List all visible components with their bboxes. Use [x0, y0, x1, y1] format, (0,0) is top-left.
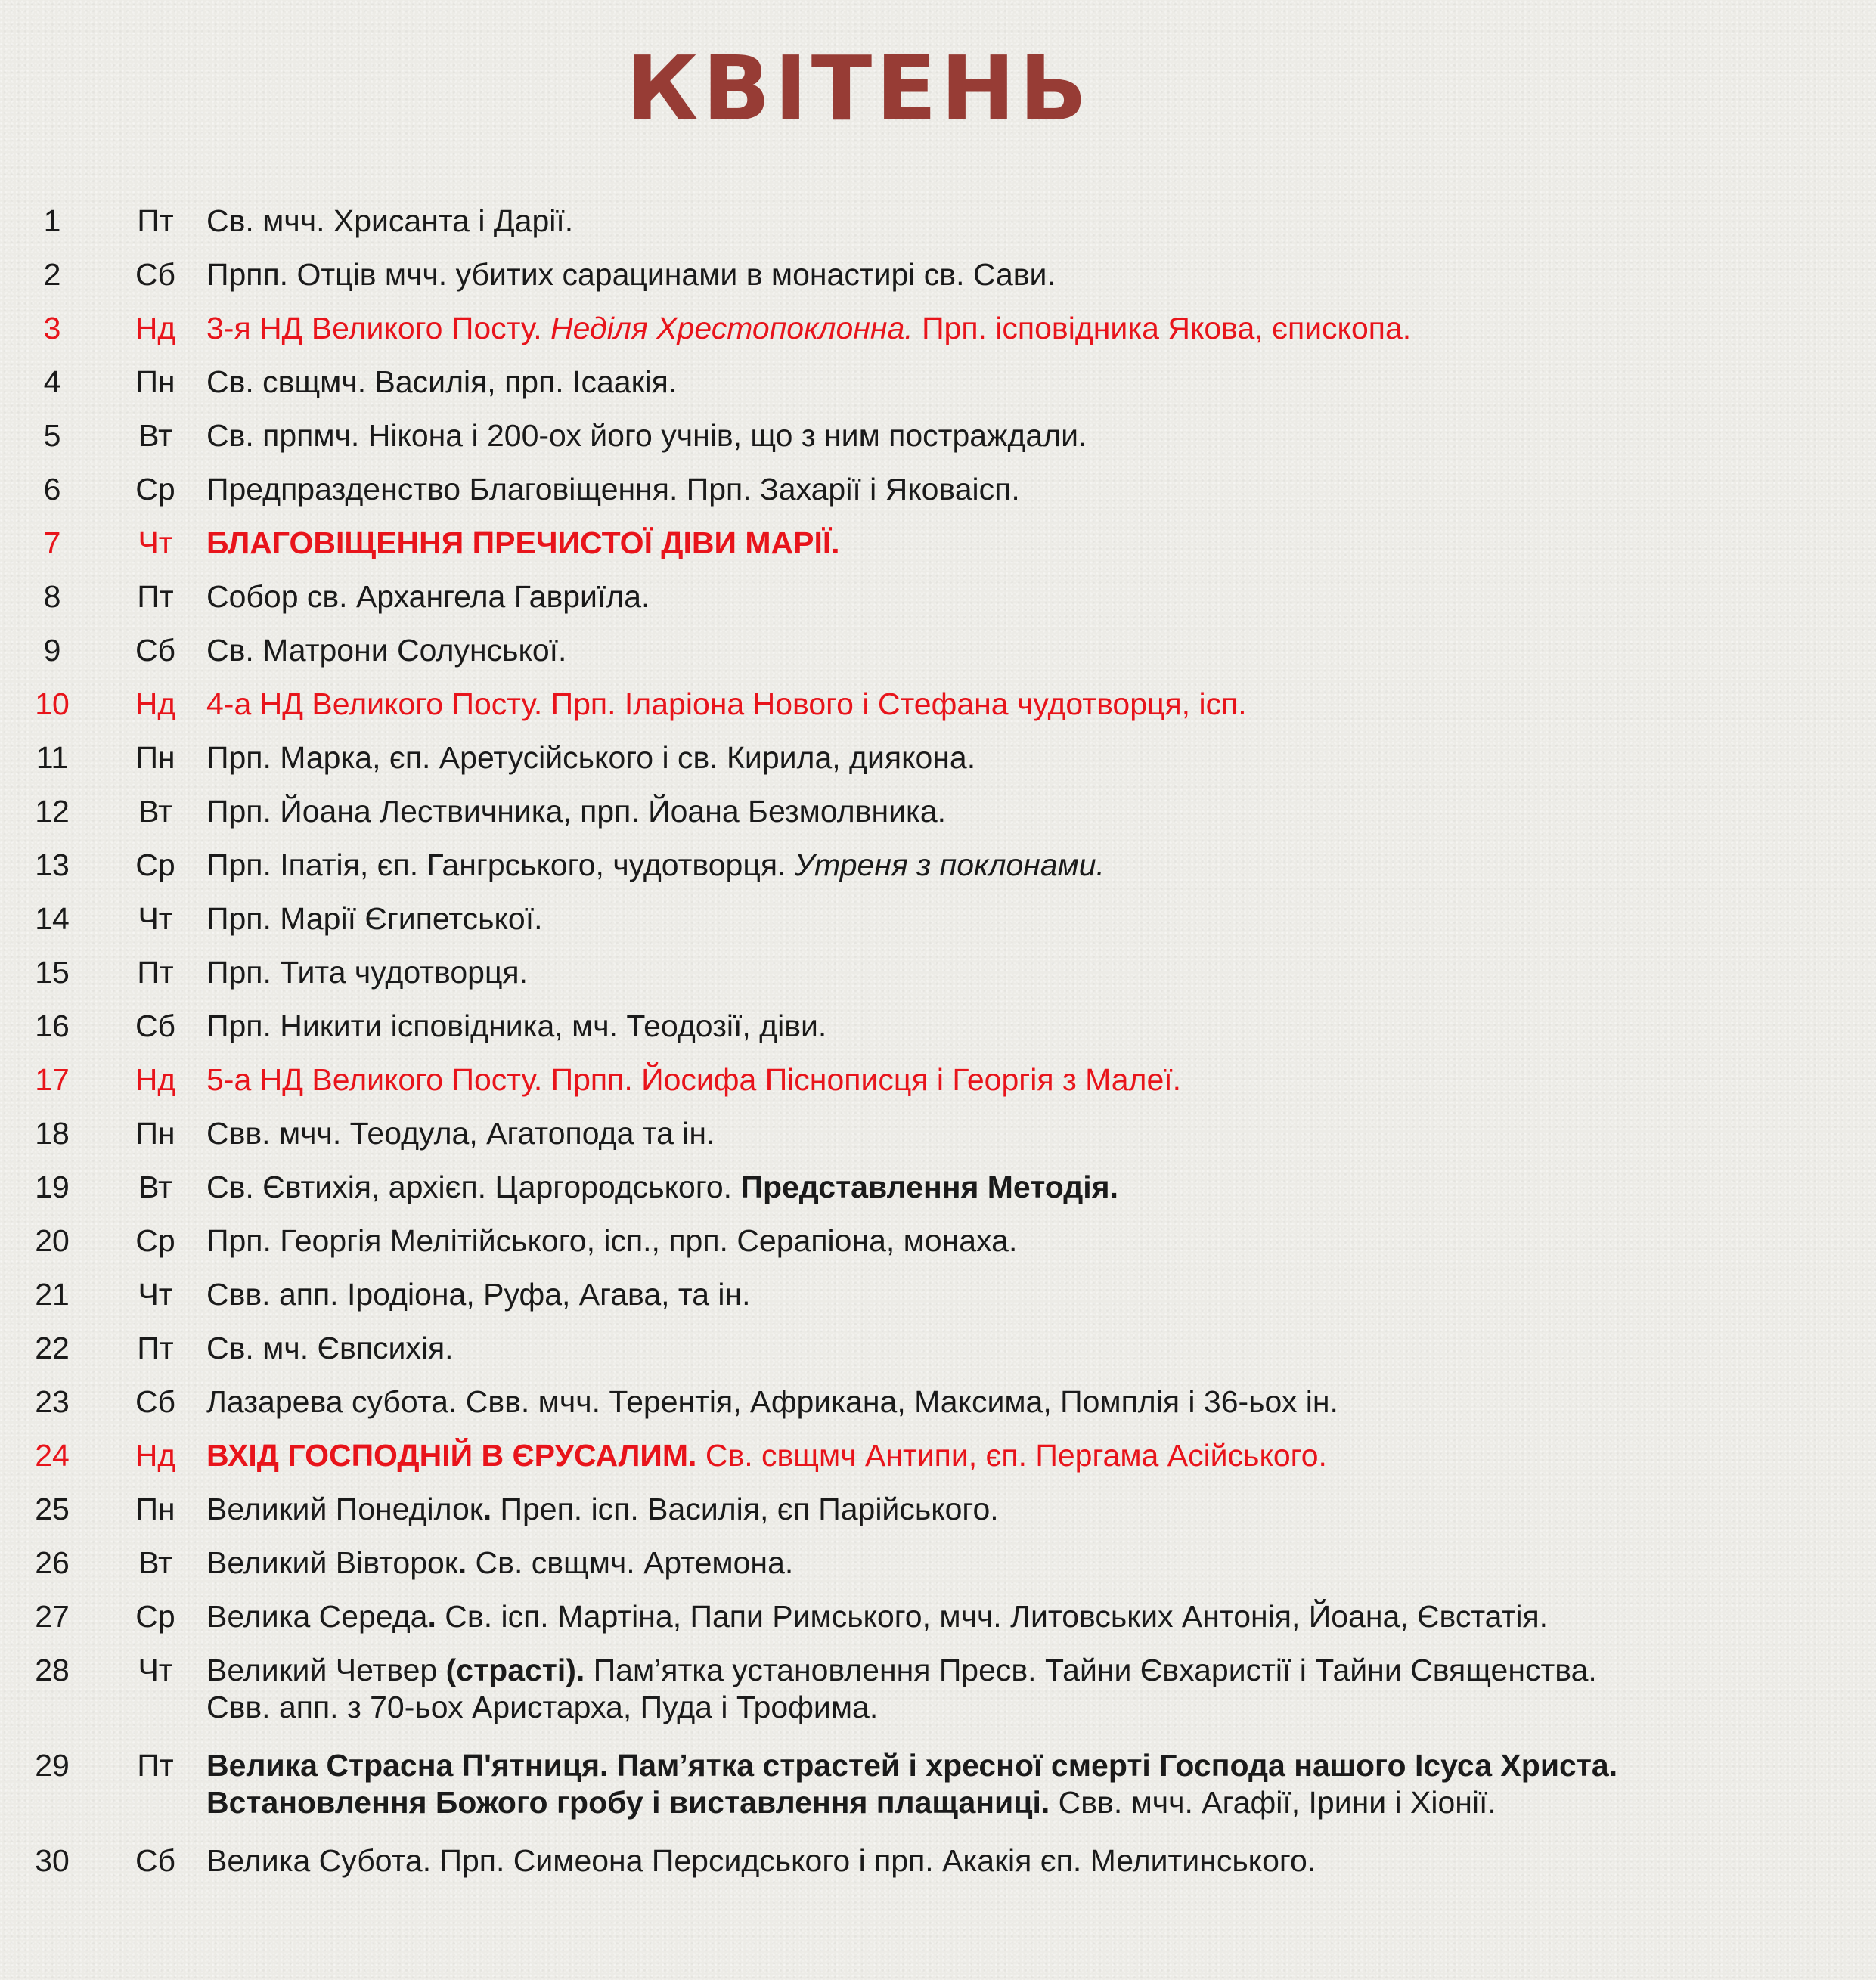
day-number: 16 [35, 1009, 70, 1043]
day-of-week: Пт [137, 579, 174, 614]
day-of-week: Сб [135, 257, 176, 292]
calendar-row [0, 1384, 1876, 1437]
feast-description [206, 1437, 1876, 1474]
feast-text-segment: Св. прпмч. Нікона і 200-ох його учнів, що з ним постраждали. [206, 418, 1087, 453]
feast-text-segment: Неділя Хрестопоклонна. [550, 311, 913, 345]
calendar-row [0, 256, 1876, 310]
feast-description [206, 1491, 1876, 1528]
feast-description [206, 578, 1876, 615]
calendar-row [0, 1652, 1876, 1747]
feast-description [206, 900, 1876, 937]
day-of-week: Сб [135, 633, 176, 668]
calendar-row [0, 1747, 1876, 1842]
feast-text-segment: Св. свщмч Антипи, єп. Пергама Асійського. [696, 1438, 1327, 1473]
feast-text-segment: Утреня з поклонами. [794, 847, 1105, 882]
day-number: 5 [43, 418, 61, 453]
feast-text-segment: Прп. Марка, єп. Аретусійського і св. Кирила, диякона. [206, 740, 976, 775]
calendar-row [0, 1061, 1876, 1115]
day-number: 14 [35, 901, 70, 936]
calendar-row [0, 1491, 1876, 1545]
day-of-week: Ср [135, 847, 175, 882]
day-of-week: Чт [138, 901, 173, 936]
day-number: 20 [35, 1223, 70, 1258]
feast-text-segment: Предпразденство Благовіщення. Прп. Захарії і Яковаісп. [206, 472, 1020, 507]
feast-description [206, 1115, 1876, 1152]
feast-description [206, 954, 1876, 991]
feast-text-segment: Велика Субота. Прп. Симеона Персидського і прп. Акакія єп. Мелитинського. [206, 1843, 1316, 1878]
feast-description [206, 793, 1876, 830]
day-number: 7 [43, 525, 61, 560]
feast-text-segment: Великий Понеділок [206, 1492, 483, 1526]
day-of-week: Пт [137, 203, 174, 238]
calendar-row [0, 1222, 1876, 1276]
day-number: 15 [35, 955, 70, 990]
day-number: 13 [35, 847, 70, 882]
feast-description [206, 1222, 1876, 1260]
day-number: 6 [43, 472, 61, 507]
feast-text-segment: Св. свщмч. Артемона. [467, 1545, 794, 1580]
feast-description [206, 417, 1876, 454]
feast-text-segment: Св. Євтихія, архієп. Царгородського. [206, 1170, 741, 1204]
feast-text-segment: Прп. Йоана Лествичника, прп. Йоана Безмолвника. [206, 794, 947, 829]
feast-text-segment: Прпп. Отців мчч. убитих сарацинами в монастирі св. Сави. [206, 257, 1056, 292]
feast-description [206, 256, 1876, 293]
day-of-week: Ср [135, 1223, 175, 1258]
feast-description [206, 1652, 1876, 1726]
day-number: 27 [35, 1599, 70, 1634]
calendar-row [0, 471, 1876, 525]
feast-text-segment: Лазарева субота. Свв. мчч. Терентія, Африкана, Максима, Помплія і 36-ьох ін. [206, 1384, 1338, 1419]
calendar-row [0, 525, 1876, 578]
feast-text-segment: Прп. Іпатія, єп. Гангрського, чудотворця. [206, 847, 795, 882]
calendar-row [0, 1169, 1876, 1222]
calendar-row [0, 203, 1876, 256]
day-number: 21 [35, 1277, 70, 1312]
day-of-week: Пн [135, 1116, 175, 1151]
feast-text-segment: Встановлення Божого гробу і виставлення плащаниці. [206, 1785, 1050, 1820]
day-of-week: Пт [137, 1331, 174, 1365]
feast-text-segment: Прп. ісповідника Якова, єпископа. [913, 311, 1412, 345]
day-of-week: Пн [135, 1492, 175, 1526]
feast-description [206, 310, 1876, 347]
feast-text-segment: Представлення Методія. [740, 1170, 1118, 1204]
day-of-week: Чт [138, 525, 173, 560]
feast-text-segment: Прп. Марії Єгипетської. [206, 901, 543, 936]
day-of-week: Пн [135, 364, 175, 399]
feast-description [206, 739, 1876, 776]
calendar-row [0, 847, 1876, 900]
calendar-row [0, 1545, 1876, 1598]
calendar-row [0, 1437, 1876, 1491]
day-number: 28 [35, 1653, 70, 1687]
day-of-week: Вт [138, 1545, 172, 1580]
feast-text-segment: Пам’ятка установлення Пресв. Тайни Євхаристії і Тайни Священства. [585, 1653, 1597, 1687]
feast-text-segment: 5-а НД Великого Посту. Прпп. Йосифа Піснописця і Георгія з Малеї. [206, 1062, 1182, 1097]
day-of-week: Нд [135, 1438, 176, 1473]
day-of-week: Пт [137, 955, 174, 990]
calendar-row [0, 1842, 1876, 1896]
feast-text-segment: Свв. апп. Іродіона, Руфа, Агава, та ін. [206, 1277, 751, 1312]
feast-text-segment: Прп. Никити ісповідника, мч. Теодозії, діви. [206, 1009, 827, 1043]
feast-description [206, 1330, 1876, 1367]
calendar-row [0, 1008, 1876, 1061]
day-number: 26 [35, 1545, 70, 1580]
feast-text-segment: Велика Страсна П'ятниця. Пам’ятка страстей і хресної смерті Господа нашого Ісуса Христа. [206, 1748, 1618, 1783]
calendar-row [0, 578, 1876, 632]
feast-description [206, 1061, 1876, 1098]
day-number: 11 [36, 740, 69, 775]
feast-text-segment: Великий Четвер [206, 1653, 446, 1687]
feast-text-segment: Св. мчч. Хрисанта і Дарії. [206, 203, 574, 238]
calendar-row [0, 1598, 1876, 1652]
feast-text-segment: 3-я НД Великого Посту. [206, 311, 551, 345]
feast-text-segment: БЛАГОВІЩЕННЯ ПРЕЧИСТОЇ ДІВИ МАРІЇ. [206, 525, 840, 560]
feast-description [206, 1598, 1876, 1635]
feast-description [206, 203, 1876, 240]
day-of-week: Ср [135, 472, 175, 507]
feast-description [206, 1169, 1876, 1206]
calendar-row [0, 793, 1876, 847]
feast-description [206, 1842, 1876, 1879]
calendar-row [0, 310, 1876, 364]
feast-text-segment: Свв. апп. з 70-ьох Аристарха, Пуда і Трофима. [206, 1690, 879, 1724]
feast-description [206, 471, 1876, 508]
day-of-week: Вт [138, 1170, 172, 1204]
feast-text-segment: Св. свщмч. Василія, прп. Ісаакія. [206, 364, 678, 399]
feast-text-segment: Великий Вівторок [206, 1545, 458, 1580]
calendar-row [0, 900, 1876, 954]
day-of-week: Пн [135, 740, 175, 775]
feast-text-segment: Свв. мчч. Агафії, Ірини і Хіонії. [1050, 1785, 1496, 1820]
day-of-week: Сб [135, 1384, 176, 1419]
calendar-row [0, 417, 1876, 471]
feast-description [206, 525, 1876, 562]
calendar-row [0, 364, 1876, 417]
feast-text-segment: . [482, 1492, 492, 1526]
calendar-row [0, 632, 1876, 686]
day-number: 25 [35, 1492, 70, 1526]
feast-description [206, 1747, 1876, 1821]
day-number: 22 [35, 1331, 70, 1365]
feast-description [206, 364, 1876, 401]
day-number: 1 [43, 203, 61, 238]
day-number: 30 [35, 1843, 70, 1878]
feast-text-segment: Св. ісп. Мартіна, Папи Римського, мчч. Литовських Антонія, Йоана, Євстатія. [436, 1599, 1549, 1634]
day-number: 2 [43, 257, 61, 292]
day-number: 4 [43, 364, 61, 399]
feast-text-segment: Св. Матрони Солунської. [206, 633, 567, 668]
calendar-row [0, 1115, 1876, 1169]
day-of-week: Нд [135, 311, 176, 345]
day-of-week: Нд [135, 686, 176, 721]
feast-text-segment: 4-а НД Великого Посту. Прп. Іларіона Нового і Стефана чудотворця, ісп. [206, 686, 1247, 721]
day-number: 10 [35, 686, 70, 721]
day-of-week: Нд [135, 1062, 176, 1097]
feast-text-segment: (страсті). [445, 1653, 585, 1687]
feast-text-segment: Св. мч. Євпсихія. [206, 1331, 454, 1365]
feast-description [206, 1545, 1876, 1582]
feast-text-segment: Свв. мчч. Теодула, Агатопода та ін. [206, 1116, 715, 1151]
calendar-row [0, 954, 1876, 1008]
day-of-week: Сб [135, 1009, 176, 1043]
feast-description [206, 1276, 1876, 1313]
day-of-week: Пт [137, 1748, 174, 1783]
calendar-list [0, 203, 1876, 1896]
day-number: 19 [35, 1170, 70, 1204]
day-of-week: Ср [135, 1599, 175, 1634]
feast-text-segment: Велика Середа [206, 1599, 428, 1634]
day-of-week: Вт [138, 794, 172, 829]
day-number: 3 [43, 311, 61, 345]
day-number: 29 [35, 1748, 70, 1783]
day-number: 17 [35, 1062, 70, 1097]
day-number: 8 [43, 579, 61, 614]
feast-description [206, 1008, 1876, 1045]
day-number: 18 [35, 1116, 70, 1151]
calendar-row [0, 686, 1876, 739]
feast-text-segment: Собор св. Архангела Гавриїла. [206, 579, 650, 614]
feast-description [206, 686, 1876, 723]
feast-description [206, 847, 1876, 884]
feast-text-segment: Прп. Тита чудотворця. [206, 955, 529, 990]
feast-text-segment: Преп. ісп. Василія, єп Парійського. [491, 1492, 999, 1526]
day-of-week: Чт [138, 1653, 173, 1687]
feast-text-segment: . [457, 1545, 467, 1580]
day-of-week: Вт [138, 418, 172, 453]
day-of-week: Сб [135, 1843, 176, 1878]
calendar-row [0, 739, 1876, 793]
feast-text-segment: ВХІД ГОСПОДНІЙ В ЄРУСАЛИМ. [206, 1438, 697, 1473]
day-number: 24 [35, 1438, 70, 1473]
feast-description [206, 632, 1876, 669]
feast-text-segment: Прп. Георгія Мелітійського, ісп., прп. Серапіона, монаха. [206, 1223, 1018, 1258]
calendar-row [0, 1276, 1876, 1330]
day-number: 23 [35, 1384, 70, 1419]
day-number: 9 [43, 633, 61, 668]
feast-description [206, 1384, 1876, 1421]
day-of-week: Чт [138, 1277, 173, 1312]
day-number: 12 [35, 794, 70, 829]
feast-text-segment: . [427, 1599, 436, 1634]
page-title: КВІТЕНЬ [625, 36, 1091, 141]
calendar-row [0, 1330, 1876, 1384]
